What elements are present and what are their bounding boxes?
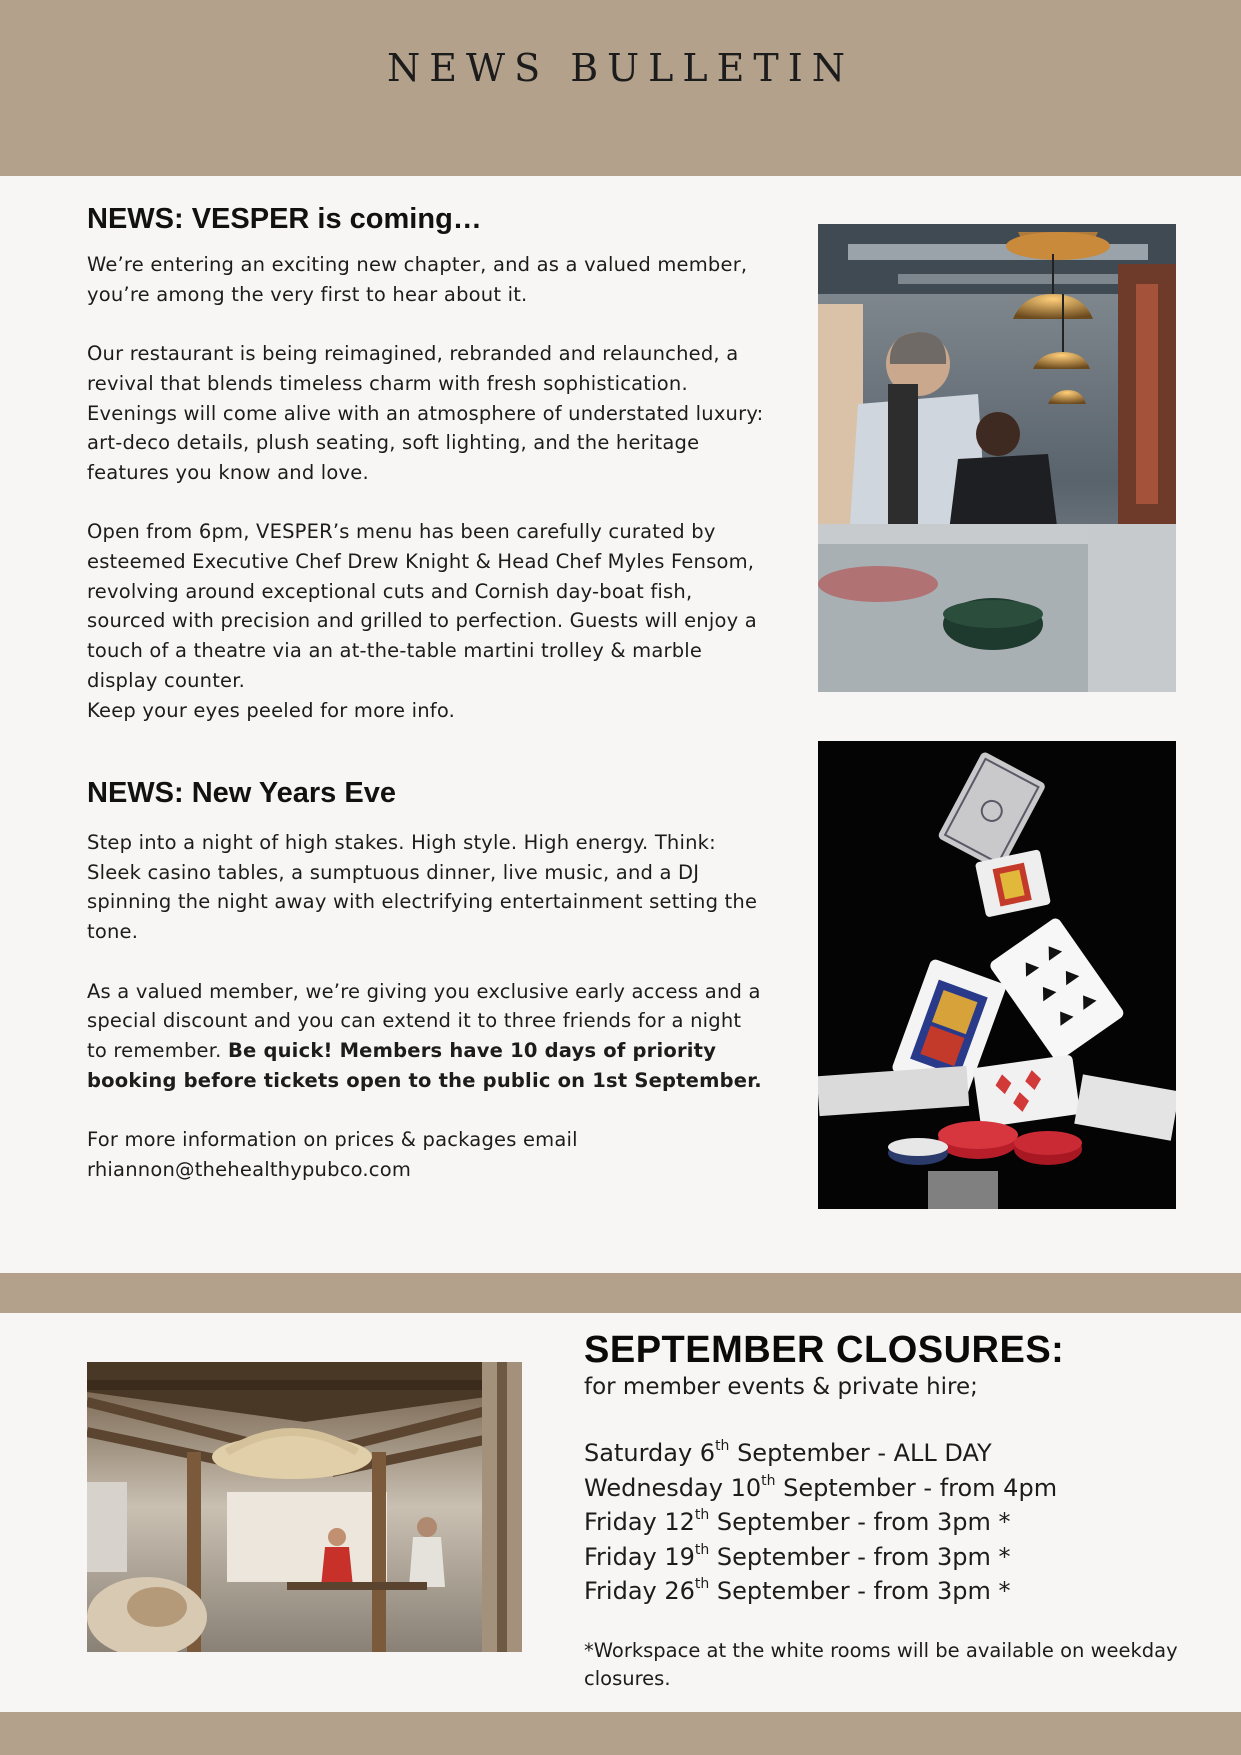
vesper-paragraph-3: Open from 6pm, VESPER’s menu has been carefully curated by esteemed Executive Chef Drew Knight & Head Chef Myles Fensom, revolving around exceptional cuts and Cornish day-boat fish, sourced with precision and grilled to perfection. Guests will enjoy a touch of a theatre via an at-the-table martini trolley & marble display counter. bbox=[87, 520, 757, 692]
ordinal-suffix: th bbox=[694, 1541, 710, 1558]
list-item bbox=[584, 1436, 1204, 1471]
nye-paragraph-1: Step into a night of high stakes. High style. High energy. Think: Sleek casino tables, a sumptuous dinner, live music, and a DJ spinning the night away with electrifying entertainment setting the tone. bbox=[87, 831, 758, 944]
closure-day: Saturday 6 bbox=[584, 1439, 716, 1467]
vesper-paragraph-1: We’re entering an exciting new chapter, and as a valued member, you’re among the very first to hear about it. bbox=[87, 253, 748, 306]
list-item bbox=[584, 1574, 1204, 1609]
vesper-heading: NEWS: VESPER is coming… bbox=[87, 203, 482, 235]
closures-heading: SEPTEMBER CLOSURES: bbox=[584, 1329, 1065, 1371]
ordinal-suffix: th bbox=[715, 1438, 730, 1454]
nye-paragraph-3: For more information on prices & packages email bbox=[87, 1128, 578, 1151]
vesper-paragraph-2: Our restaurant is being reimagined, rebranded and relaunched, a revival that blends timeless charm with fresh sophistication. Evenings will come alive with an atmosphere of understated luxury: art-deco details, plush seating, soft lighting, and the heritage features you know and love. bbox=[87, 342, 764, 484]
ordinal-suffix: th bbox=[694, 1576, 710, 1592]
closure-detail: September - from 3pm * bbox=[709, 1542, 1011, 1571]
contact-email[interactable]: rhiannon@thehealthypubco.com bbox=[87, 1157, 412, 1181]
closure-day: Wednesday 10 bbox=[584, 1473, 762, 1502]
closure-day: Friday 12 bbox=[584, 1508, 695, 1536]
vesper-article bbox=[87, 203, 767, 725]
vesper-paragraph-4: Keep your eyes peeled for more info. bbox=[87, 698, 456, 722]
nye-paragraph-2 bbox=[87, 977, 767, 1096]
nye-article bbox=[87, 777, 767, 1184]
divider-band bbox=[0, 1273, 1241, 1313]
closure-detail: September - from 4pm bbox=[775, 1473, 1058, 1502]
closure-detail: September - from 3pm * bbox=[709, 1577, 1011, 1605]
september-closures bbox=[584, 1328, 1204, 1694]
closures-list bbox=[584, 1436, 1204, 1609]
closure-detail: September - from 3pm * bbox=[709, 1508, 1011, 1536]
footer-band bbox=[0, 1712, 1241, 1755]
closure-detail: September - ALL DAY bbox=[729, 1439, 992, 1467]
closure-day: Friday 19 bbox=[584, 1542, 695, 1571]
ordinal-suffix: th bbox=[694, 1507, 710, 1523]
playing-cards-photo bbox=[818, 741, 1176, 1209]
closures-subheading: for member events & private hire; bbox=[584, 1374, 978, 1400]
closure-day: Friday 26 bbox=[584, 1577, 695, 1605]
kitchen-photo bbox=[818, 224, 1176, 692]
nye-heading: NEWS: New Years Eve bbox=[87, 777, 396, 809]
nye-paragraph-2-text: As a valued member, we’re giving you exclusive early access and a special discount and you can extend it to three friends for a night to remember. bbox=[87, 979, 761, 1062]
header-banner bbox=[0, 0, 1241, 176]
page-title: NEWS BULLETIN bbox=[387, 46, 854, 90]
nye-priority-note: Be quick! Members have 10 days of priority booking before tickets open to the public on 1st September. bbox=[87, 1038, 762, 1092]
ordinal-suffix: th bbox=[761, 1472, 776, 1489]
list-item bbox=[584, 1505, 1204, 1540]
closures-footnote: *Workspace at the white rooms will be available on weekday closures. bbox=[584, 1638, 1178, 1690]
rooftop-room-photo bbox=[87, 1362, 522, 1652]
list-item bbox=[584, 1471, 1204, 1506]
list-item bbox=[584, 1540, 1204, 1575]
